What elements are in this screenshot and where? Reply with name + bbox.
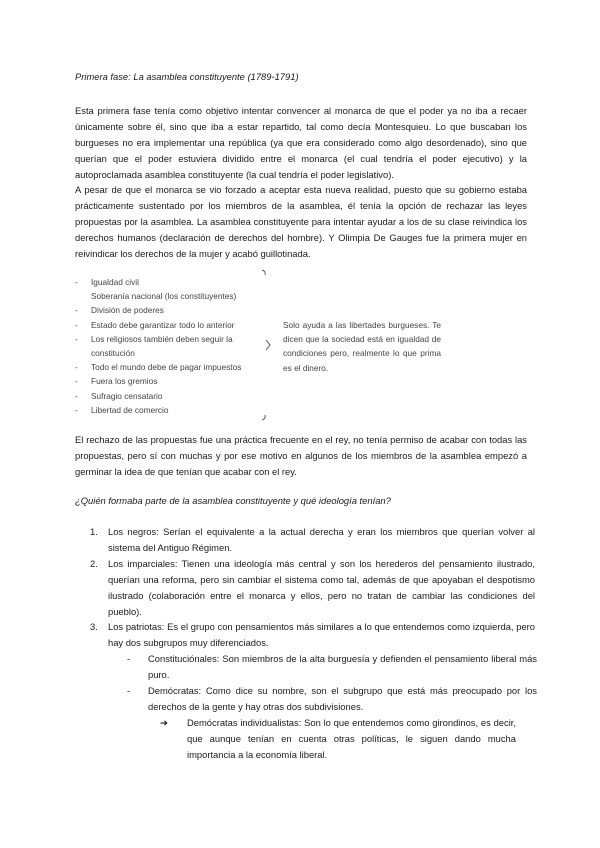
dash-marker: -	[75, 390, 78, 401]
list-item-text: Los religiosos también deben seguir la	[91, 333, 233, 344]
list-item-text: Soberanía nacional (los constituyentes)	[91, 291, 237, 302]
sub-list-item	[127, 683, 537, 715]
side-note: Solo ayuda a las libertades burgueses. Te dicen que la sociedad está en igualdad de condiciones pero, realmente lo que prima es el dinero.	[283, 320, 441, 373]
paragraph-intro: Esta primera fase tenía como objetivo intentar convencer al monarca de que el poder ya no iba a recaer únicamente sobre él, sino que iba a estar repartido, tal como decía Montesquieu. Lo que buscaban los burgueses no era implementar una república (ya que era considerado como algo desordenado), sino que querían que el poder estuviera dividido entre el monarca (el cual tendría el poder ejecutivo) y la autoproclamada asamblea constituyente (la cual tendría el poder legislativo).	[75, 105, 527, 180]
list-item-text: Fuera los gremios	[91, 376, 158, 387]
list-item-text: Igualdad civil	[91, 277, 139, 287]
list-item-text: Libertad de comercio	[91, 404, 169, 415]
sub-list-item-text: Constituciónales: Son miembros de la alta burguesía y defienden el pensamiento liberal más puro.	[148, 653, 537, 681]
list-item-text: Los negros: Serían el equivalente a la actual derecha y eran los miembros que querían volver al sistema del Antiguo Régimen.	[108, 526, 535, 553]
dash-marker: -	[127, 653, 131, 665]
section-heading-assembly-members: ¿Quién formaba parte de la asamblea constituyente y qué ideología tenían?	[75, 495, 391, 506]
dash-marker: -	[75, 319, 78, 330]
list-item-text: Todo el mundo debe de pagar impuestos	[91, 362, 242, 373]
dash-marker: -	[75, 404, 78, 415]
list-number: 3.	[90, 621, 98, 633]
dash-marker: -	[75, 376, 78, 387]
list-item-text: División de poderes	[91, 305, 164, 316]
paragraph-monarch: A pesar de que el monarca se vio forzado a aceptar esta nueva realidad, puesto que su gobierno estaba prácticamente sustentado por los miembros de la asamblea, él tenía la opción de rechazar las leyes propuestas por la asamblea. La asamblea constituyente para intentar ayudar a los de su clase reivindica los derechos humanos (declaración de derechos del hombre). Y Olimpia De Gauges fue la primera mujer en reivindicar los derechos de la mujer y acabó guillotinada.	[75, 184, 527, 259]
list-item-text: Estado debe garantizar todo lo anterior	[91, 319, 235, 330]
dash-marker: -	[75, 333, 78, 344]
list-item-text: Los patriotas: Es el grupo con pensamientos más similares a lo que entendemos como izquierda, pero hay dos subgrupos muy diferenciados.	[108, 621, 535, 649]
arrow-icon: ➔	[160, 716, 168, 728]
brace-icon	[258, 266, 282, 424]
dash-marker: -	[127, 685, 131, 697]
dash-marker: -	[75, 277, 78, 287]
list-number: 1.	[90, 526, 98, 537]
section-heading-first-phase: Primera fase: La asamblea constituyente (1789-1791)	[75, 71, 299, 82]
paragraph-rejection: El rechazo de las propuestas fue una práctica frecuente en el rey, no tenía permiso de acabar con todas las propuestas, pero sí con muchas y por ese motivo en algunos de los miembros de la asamblea empezó a germinar la idea de que tenían que acabar con el rey.	[75, 434, 527, 477]
list-number: 2.	[90, 557, 98, 569]
dash-marker: -	[75, 305, 78, 316]
sub-list-item	[127, 651, 537, 683]
sub-sub-list-item-text: Demócratas individualistas: Son lo que entendemos como girondinos, es decir, que aunque tenían en cuenta otras políticas, le siguen dando mucha importancia a la economía liberal.	[187, 716, 516, 760]
list-item-text: constitución	[91, 347, 135, 358]
list-item-text: Sufragio censatario	[91, 390, 163, 401]
sub-list-item-text: Demócratas: Como dice su nombre, son el subgrupo que está más preocupado por los derechos de la gente y hay otras dos subdivisiones.	[148, 685, 537, 712]
groups-list	[90, 524, 537, 763]
list-item	[90, 524, 535, 556]
sub-sub-list-item	[160, 715, 516, 763]
list-item	[90, 619, 535, 651]
list-item-text: Los imparciales: Tienen una ideología más central y son los herederos del pensamiento ilustrado, querían una reforma, pero sin cambiar el sistema como tal, además de que apoyaban el despotismo ilustrado (colaboración entre el monarca y ellos, pero no tratan de cambiar las condiciones del pueblo).	[108, 557, 535, 617]
dash-marker: -	[75, 362, 78, 373]
list-item	[90, 556, 535, 620]
